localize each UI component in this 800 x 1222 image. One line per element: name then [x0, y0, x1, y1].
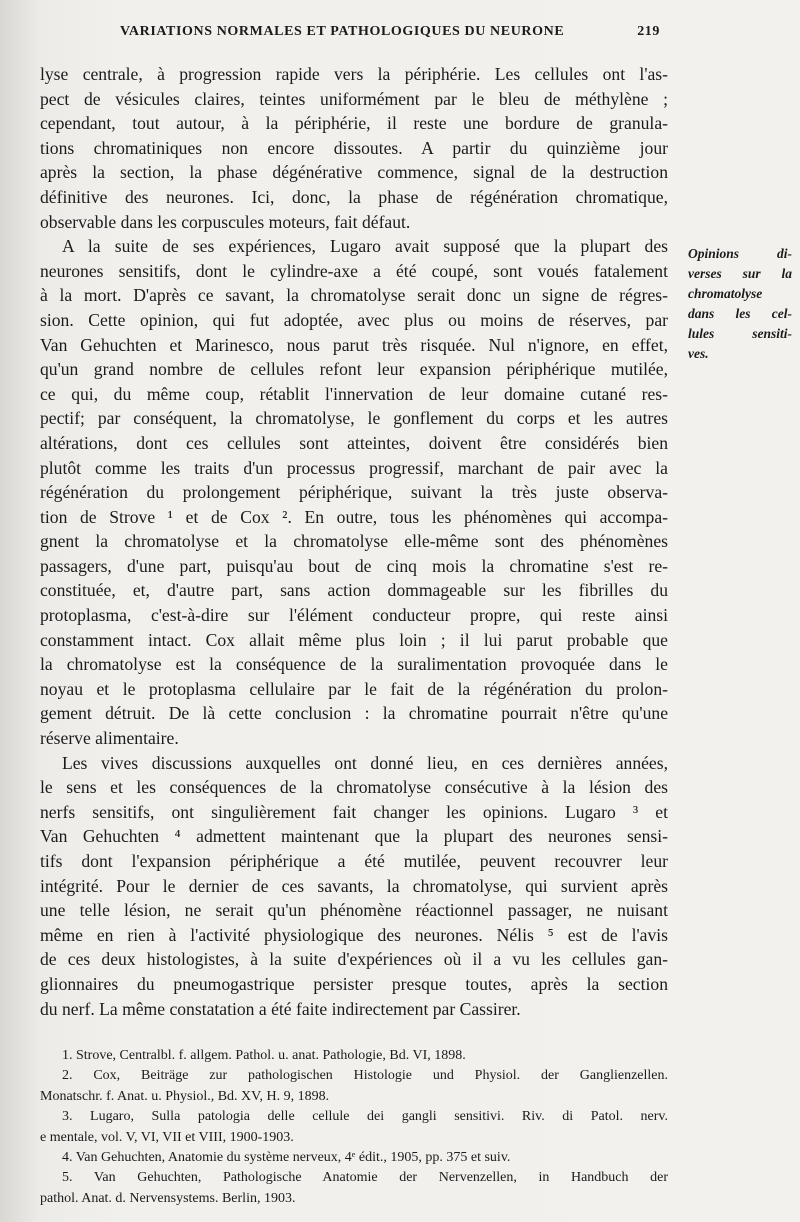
footnote-line: Monatschr. f. Anat. u. Physiol., Bd. XV, H. 9, 1898.	[40, 1088, 330, 1104]
text-line: tions chromatiniques non encore dissoutes. A partir du quinzième jour	[40, 137, 668, 158]
margin-note-line: Opinions di-	[688, 246, 792, 261]
text-line: altérations, dont ces cellules sont atteintes, doivent être considérés bien	[40, 432, 668, 453]
page-number: 219	[637, 24, 660, 39]
text-line: le sens et les conséquences de la chromatolyse consécutive à la lésion des	[40, 777, 668, 798]
margin-note	[688, 244, 792, 364]
text-line: pectif; par conséquent, la chromatolyse, le gonflement du corps et les autres	[40, 408, 668, 429]
text-line: de ces deux histologistes, à la suite d'expériences où il a vu les cellules gan-	[40, 949, 668, 970]
text-line: cependant, tout autour, à la périphérie, il reste une bordure de granula-	[40, 113, 668, 134]
footnote-line: 5. Van Gehuchten, Pathologische Anatomie der Nervenzellen, in Handbuch der	[62, 1170, 668, 1186]
footnote-line: 2. Cox, Beiträge zur pathologischen Histologie und Physiol. der Ganglienzellen.	[62, 1068, 668, 1084]
text-line: intégrité. Pour le dernier de ces savants, la chromatolyse, qui survient après	[40, 875, 668, 896]
text-line: régénération du prolongement périphérique, suivant la très juste observa-	[40, 482, 668, 503]
text-line: même en rien à l'activité physiologique des neurones. Nélis ⁵ est de l'avis	[40, 924, 668, 945]
text-line: pect de vésicules claires, teintes uniformément par le bleu de méthylène ;	[40, 88, 668, 109]
text-line: constamment intact. Cox allait même plus loin ; il lui parut probable que	[40, 629, 668, 650]
text-line: neurones sensitifs, dont le cylindre-axe a été coupé, sont voués fatalement	[40, 260, 668, 281]
text-line: noyau et le protoplasma cellulaire par le fait de la régénération du prolon-	[40, 678, 668, 699]
text-line: glionnaires du pneumogastrique persister presque toutes, après la section	[40, 973, 668, 994]
footnote-line: 3. Lugaro, Sulla patologia delle cellule dei gangli sensitivi. Riv. di Patol. nerv.	[62, 1109, 668, 1125]
margin-note-line: dans les cel-	[688, 306, 792, 321]
text-line: gement détruit. De là cette conclusion : la chromatine pourrait n'être qu'une	[40, 703, 668, 724]
text-line: du nerf. La même constatation a été faite indirectement par Cassirer.	[40, 998, 521, 1019]
footnotes	[40, 1046, 668, 1209]
text-line: gnent la chromatolyse et la chromatolyse elle-même sont des phénomènes	[40, 531, 668, 552]
footnote-line: 1. Strove, Centralbl. f. allgem. Pathol. u. anat. Pathologie, Bd. VI, 1898.	[62, 1048, 466, 1063]
text-line: lyse centrale, à progression rapide vers la périphérie. Les cellules ont l'as-	[40, 64, 668, 84]
text-line: tion de Strove ¹ et de Cox ². En outre, tous les phénomènes qui accompa-	[40, 506, 668, 527]
text-line: Van Gehuchten ⁴ admettent maintenant que la plupart des neurones sensi-	[40, 826, 668, 847]
text-line: tifs dont l'expansion périphérique a été mutilée, peuvent recouvrer leur	[40, 851, 668, 871]
text-line: à la mort. D'après ce savant, la chromatolyse serait donc un signe de régres-	[40, 285, 668, 306]
text-line: réserve alimentaire.	[40, 728, 179, 749]
margin-note-line: chromatolyse	[688, 286, 763, 301]
text-line: Van Gehuchten et Marinesco, nous parut très risquée. Nul n'ignore, en effet,	[40, 334, 668, 355]
text-line: plutôt comme les traits d'un processus progressif, marchant de pair avec la	[40, 457, 668, 478]
text-line: définitive des neurones. Ici, donc, la phase de régénération chromatique,	[40, 186, 668, 207]
main-text	[40, 62, 668, 1021]
margin-note-line: verses sur la	[688, 266, 792, 281]
running-title: VARIATIONS NORMALES ET PATHOLOGIQUES DU NEURONE	[120, 24, 565, 39]
text-line: A la suite de ses expériences, Lugaro avait supposé que la plupart des	[62, 236, 668, 257]
text-line: sion. Cette opinion, qui fut adoptée, avec plus ou moins de réserves, par	[40, 309, 668, 330]
text-line: qu'un grand nombre de cellules refont leur expansion périphérique mutilée,	[40, 359, 668, 380]
text-line: passagers, d'une part, puisqu'au bout de cinq mois la chromatine s'est re-	[40, 555, 668, 576]
text-line: après la section, la phase dégénérative commence, signal de la destruction	[40, 162, 668, 183]
text-line: observable dans les corpuscules moteurs, fait défaut.	[40, 211, 411, 232]
footnote-line: 4. Van Gehuchten, Anatomie du système nerveux, 4ᵉ édit., 1905, pp. 375 et suiv.	[62, 1149, 511, 1165]
margin-note-line: ves.	[688, 346, 709, 361]
text-line: protoplasma, c'est-à-dire sur l'élément conducteur propre, qui reste ainsi	[40, 605, 668, 626]
text-line: Les vives discussions auxquelles ont donné lieu, en ces dernières années,	[62, 752, 668, 773]
text-line: constituée, et, d'autre part, sans action dommageable sur les fibrilles du	[40, 580, 668, 601]
footnote-line: e mentale, vol. V, VI, VII et VIII, 1900-1903.	[40, 1129, 294, 1145]
margin-note-line: lules sensiti-	[688, 326, 792, 341]
text-line: la chromatolyse est la conséquence de la suralimentation provoquée dans le	[40, 654, 668, 675]
footnote-line: pathol. Anat. d. Nervensystems. Berlin, 1903.	[40, 1190, 296, 1206]
text-line: ce qui, du même coup, rétablit l'innervation de leur domaine cutané res-	[40, 383, 668, 404]
text-line: une telle lésion, ne serait qu'un phénomène réactionnel passager, ne nuisant	[40, 900, 668, 921]
text-line: nerfs sensitifs, ont singulièrement fait changer les opinions. Lugaro ³ et	[40, 801, 668, 822]
